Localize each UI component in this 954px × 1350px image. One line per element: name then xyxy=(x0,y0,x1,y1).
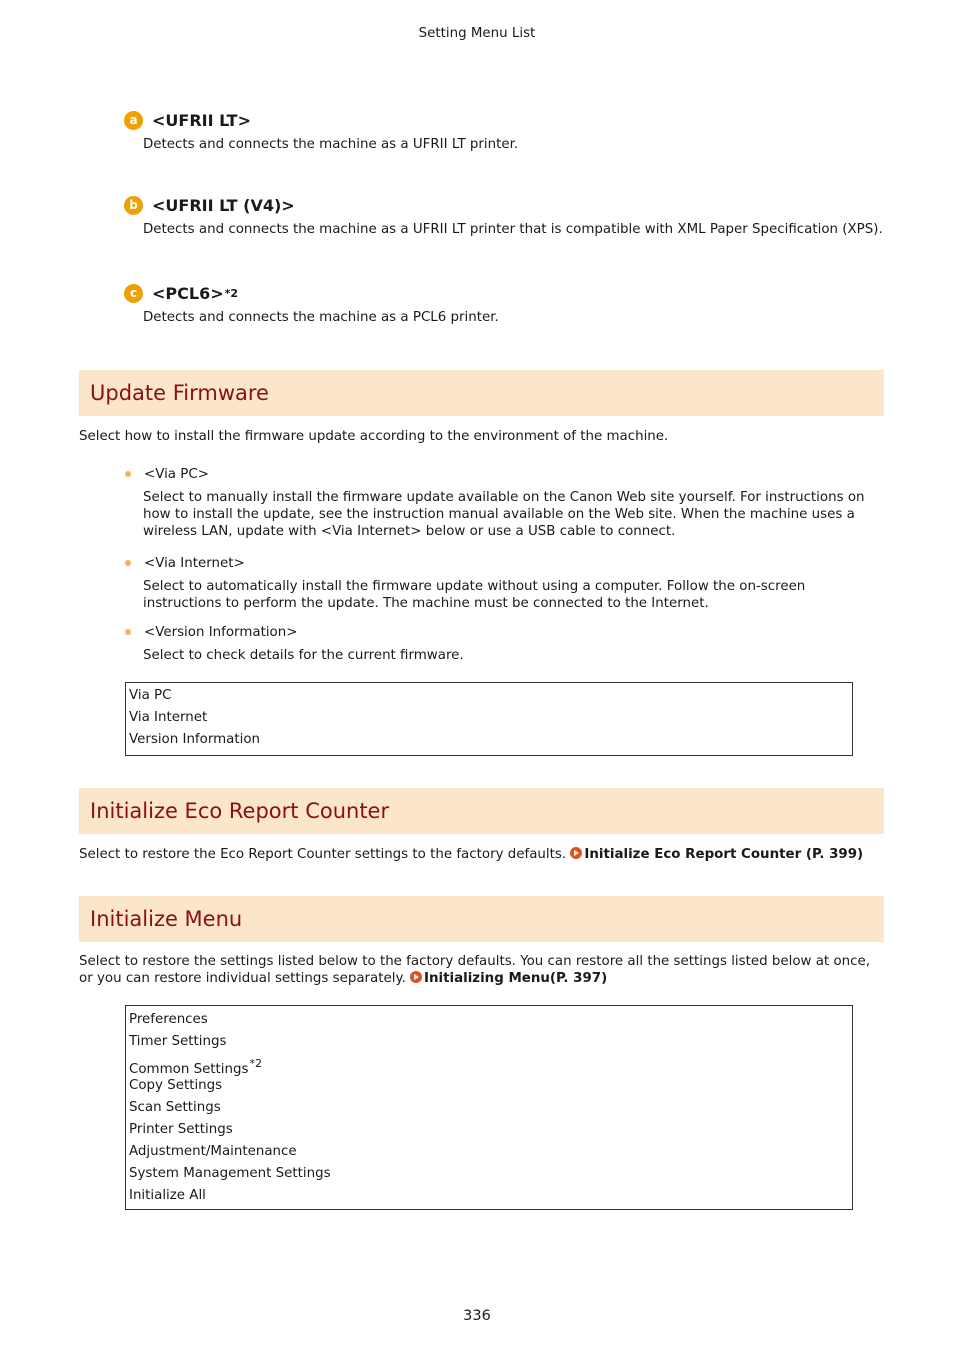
badge-a-icon: a xyxy=(124,111,143,130)
bullet-dot-icon xyxy=(125,560,131,566)
bullet-title: <Via PC> xyxy=(144,466,209,482)
initialize-menu-description xyxy=(79,953,879,987)
option-title: <UFRII LT (V4)> xyxy=(152,195,295,215)
update-firmware-options-box xyxy=(125,682,853,756)
bullet-description: Select to automatically install the firmware update without using a computer. Follow the on-screen instructions to perform the update. The machine must be connected to the Internet. xyxy=(143,579,806,611)
bullet-version-information xyxy=(124,623,872,664)
section-heading-update-firmware: Update Firmware xyxy=(79,370,884,416)
link-arrow-icon xyxy=(570,847,582,859)
running-header: Setting Menu List xyxy=(418,26,536,41)
option-pcl6 xyxy=(124,283,904,326)
eco-description xyxy=(79,846,879,863)
bullet-via-pc xyxy=(124,465,872,540)
option-via-internet: Via Internet xyxy=(129,710,208,725)
option-via-pc: Via PC xyxy=(129,688,172,703)
option-system-management-settings: System Management Settings xyxy=(129,1166,331,1181)
bullet-dot-icon xyxy=(125,471,131,477)
common-settings-label: Common Settings xyxy=(129,1062,249,1077)
initialize-menu-text: Select to restore the settings listed below to the factory defaults. You can restore all the settings listed below at once, or you can restore individual settings separately. xyxy=(79,954,870,986)
option-ufrii-lt-v4 xyxy=(124,195,904,238)
option-preferences: Preferences xyxy=(129,1012,208,1027)
option-adjustment-maintenance: Adjustment/Maintenance xyxy=(129,1144,297,1159)
option-scan-settings: Scan Settings xyxy=(129,1100,221,1115)
option-copy-settings: Copy Settings xyxy=(129,1078,223,1093)
bullet-title: <Version Information> xyxy=(144,624,298,640)
init-link-label: Initializing Menu(P. 397) xyxy=(423,971,608,986)
option-description: Detects and connects the machine as a PCL6 printer. xyxy=(143,310,499,325)
option-common-settings xyxy=(129,1053,849,1075)
page-number: 336 xyxy=(463,1308,491,1324)
bullet-title: <Via Internet> xyxy=(144,555,245,571)
link-arrow-icon xyxy=(410,971,422,983)
eco-link-label: Initialize Eco Report Counter (P. 399) xyxy=(584,847,864,862)
bullet-via-internet xyxy=(124,554,872,612)
option-timer-settings: Timer Settings xyxy=(129,1034,227,1049)
option-title: <PCL6> xyxy=(152,283,224,303)
option-description: Detects and connects the machine as a UFRII LT printer. xyxy=(143,137,519,152)
option-description: Detects and connects the machine as a UFRII LT printer that is compatible with XML Paper Specification (XPS). xyxy=(143,222,883,237)
badge-b-icon: b xyxy=(124,196,143,215)
bullet-description: Select to check details for the current firmware. xyxy=(143,648,464,663)
initializing-menu-link[interactable] xyxy=(410,971,607,986)
section-heading-initialize-menu: Initialize Menu xyxy=(79,896,884,942)
option-ufrii-lt xyxy=(124,110,904,153)
badge-c-icon: c xyxy=(124,284,143,303)
bullet-dot-icon xyxy=(125,629,131,635)
footnote-marker: *2 xyxy=(224,286,239,300)
option-title: <UFRII LT> xyxy=(152,110,251,130)
section-heading-initialize-eco-report-counter: Initialize Eco Report Counter xyxy=(79,788,884,834)
option-version-information: Version Information xyxy=(129,732,261,747)
eco-reference-link[interactable] xyxy=(570,847,863,862)
bullet-description: Select to manually install the firmware update available on the Canon Web site yourself. For instructions on how to install the update, see the instruction manual available on the Web site. When the machine uses a wireless LAN, update with <Via Internet> below or use a USB cable to connect. xyxy=(143,490,865,539)
option-printer-settings: Printer Settings xyxy=(129,1122,233,1137)
footnote-marker: *2 xyxy=(249,1057,262,1070)
update-firmware-intro: Select how to install the firmware update according to the environment of the machine. xyxy=(79,429,669,444)
initialize-menu-options-box xyxy=(125,1005,853,1210)
eco-text: Select to restore the Eco Report Counter settings to the factory defaults. xyxy=(79,847,571,862)
option-initialize-all: Initialize All xyxy=(129,1188,206,1203)
